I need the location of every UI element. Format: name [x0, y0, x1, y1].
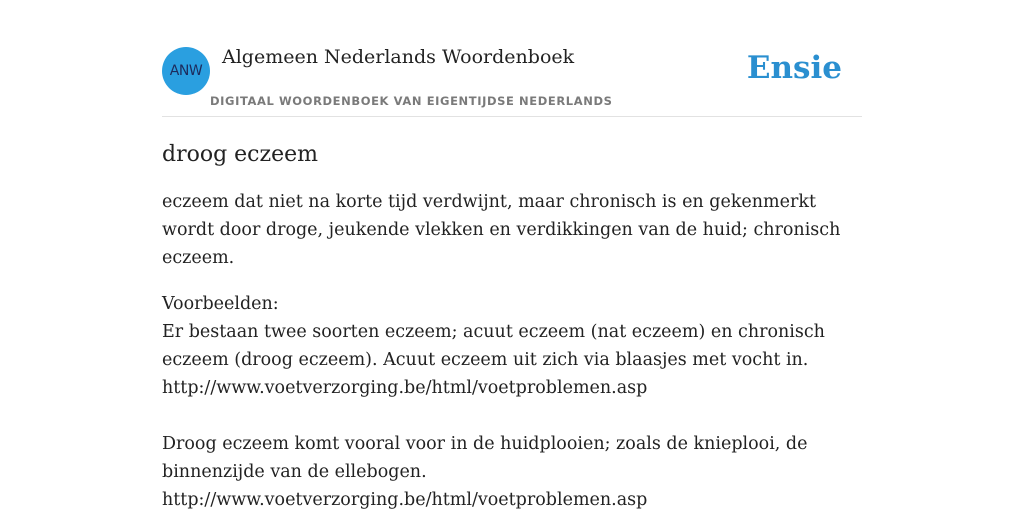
logo-text: ANW	[169, 63, 203, 79]
entry-title: droog eczeem	[162, 142, 318, 167]
site-subtitle: DIGITAAL WOORDENBOEK VAN EIGENTIJDSE NEDERLANDS	[210, 94, 613, 108]
examples-section	[162, 290, 862, 514]
example-text: Droog eczeem komt vooral voor in de huidplooien; zoals de knieplooi, de binnenzijde van de ellebogen.	[162, 434, 808, 482]
anw-logo[interactable]	[162, 47, 210, 95]
example-source-link[interactable]: http://www.voetverzorging.be/html/voetproblemen.asp	[162, 490, 648, 510]
example-source-link[interactable]: http://www.voetverzorging.be/html/voetproblemen.asp	[162, 378, 648, 398]
site-title[interactable]: Algemeen Nederlands Woordenboek	[222, 46, 575, 68]
example-item	[162, 318, 862, 402]
entry-definition: eczeem dat niet na korte tijd verdwijnt, maar chronisch is en gekenmerkt wordt door droge, jeukende vlekken en verdikkingen van de huid; chronisch eczeem.	[162, 192, 841, 268]
examples-label: Voorbeelden:	[162, 294, 279, 314]
ensie-brand-link[interactable]: Ensie	[746, 50, 842, 86]
site-header	[162, 40, 862, 117]
entry-content	[162, 138, 862, 514]
example-text: Er bestaan twee soorten eczeem; acuut eczeem (nat eczeem) en chronisch eczeem (droog eczeem). Acuut eczeem uit zich via blaasjes met vocht in.	[162, 322, 825, 370]
example-item	[162, 430, 862, 514]
